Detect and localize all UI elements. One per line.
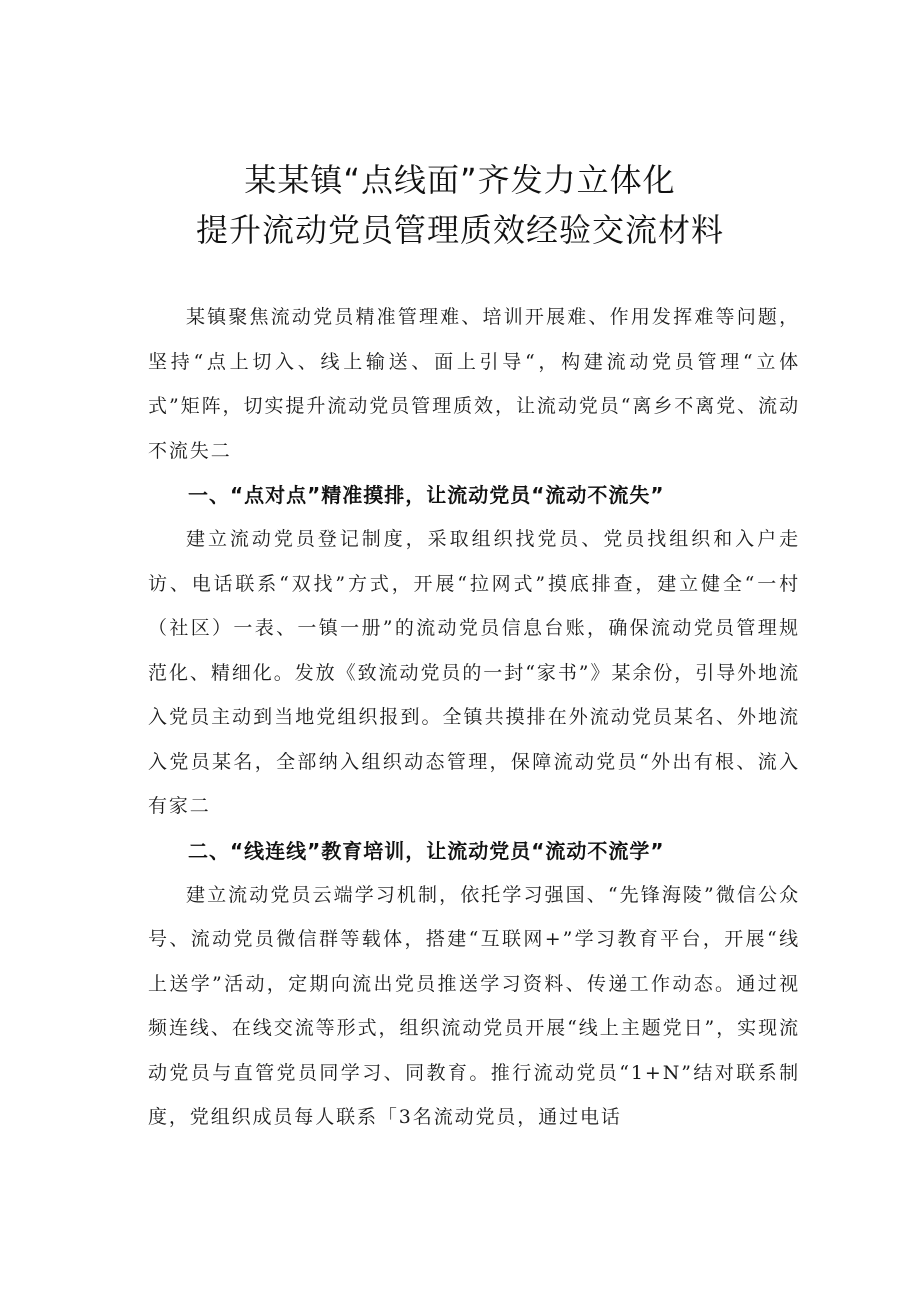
section-2-paragraph: 建立流动党员云端学习机制，依托学习强国、“先锋海陵”微信公众号、流动党员微信群等载体，搭建“互联网+”学习教育平台，开展“线上送学”活动，定期向流出党员推送学习资料、传递工作动态。通过视频连线、在线交流等形式，组织流动党员开展“线上主题党日”，实现流动党员与直管党员同学习、同教育。推行流动党员“1+N”结对联系制度，党组织成员每人联系「3名流动党员，通过电话: [148, 883, 800, 1128]
document-body: [148, 295, 800, 1140]
title-line-1: 某某镇“点线面”齐发力立体化: [244, 161, 676, 199]
section-2-heading: 二、“线连线”教育培训，让流动党员“流动不流学”: [188, 838, 665, 863]
document-title: [100, 155, 820, 255]
section-1-heading: 一、“点对点”精准摸排，让流动党员“流动不流失”: [188, 483, 665, 507]
title-line-2: 提升流动党员管理质效经验交流材料: [195, 211, 724, 249]
section-1-paragraph: 建立流动党员登记制度，采取组织找党员、党员找组织和入户走访、电话联系“双找”方式，开展“拉网式”摸底排查，建立健全“一村（社区）一表、一镇一册”的流动党员信息台账，确保流动党员管理规范化、精细化。发放《致流动党员的一封“家书”》某余份，引导外地流入党员主动到当地党组织报到。全镇共摸排在外流动党员某名、外地流入党员某名，全部纳入组织动态管理，保障流动党员“外出有根、流入有家二: [148, 528, 800, 817]
intro-paragraph: 某镇聚焦流动党员精准管理难、培训开展难、作用发挥难等问题，坚持“点上切入、线上输送、面上引导“，构建流动党员管理“立体式”矩阵，切实提升流动党员管理质效，让流动党员“离乡不离党、流动不流失二: [148, 306, 800, 462]
